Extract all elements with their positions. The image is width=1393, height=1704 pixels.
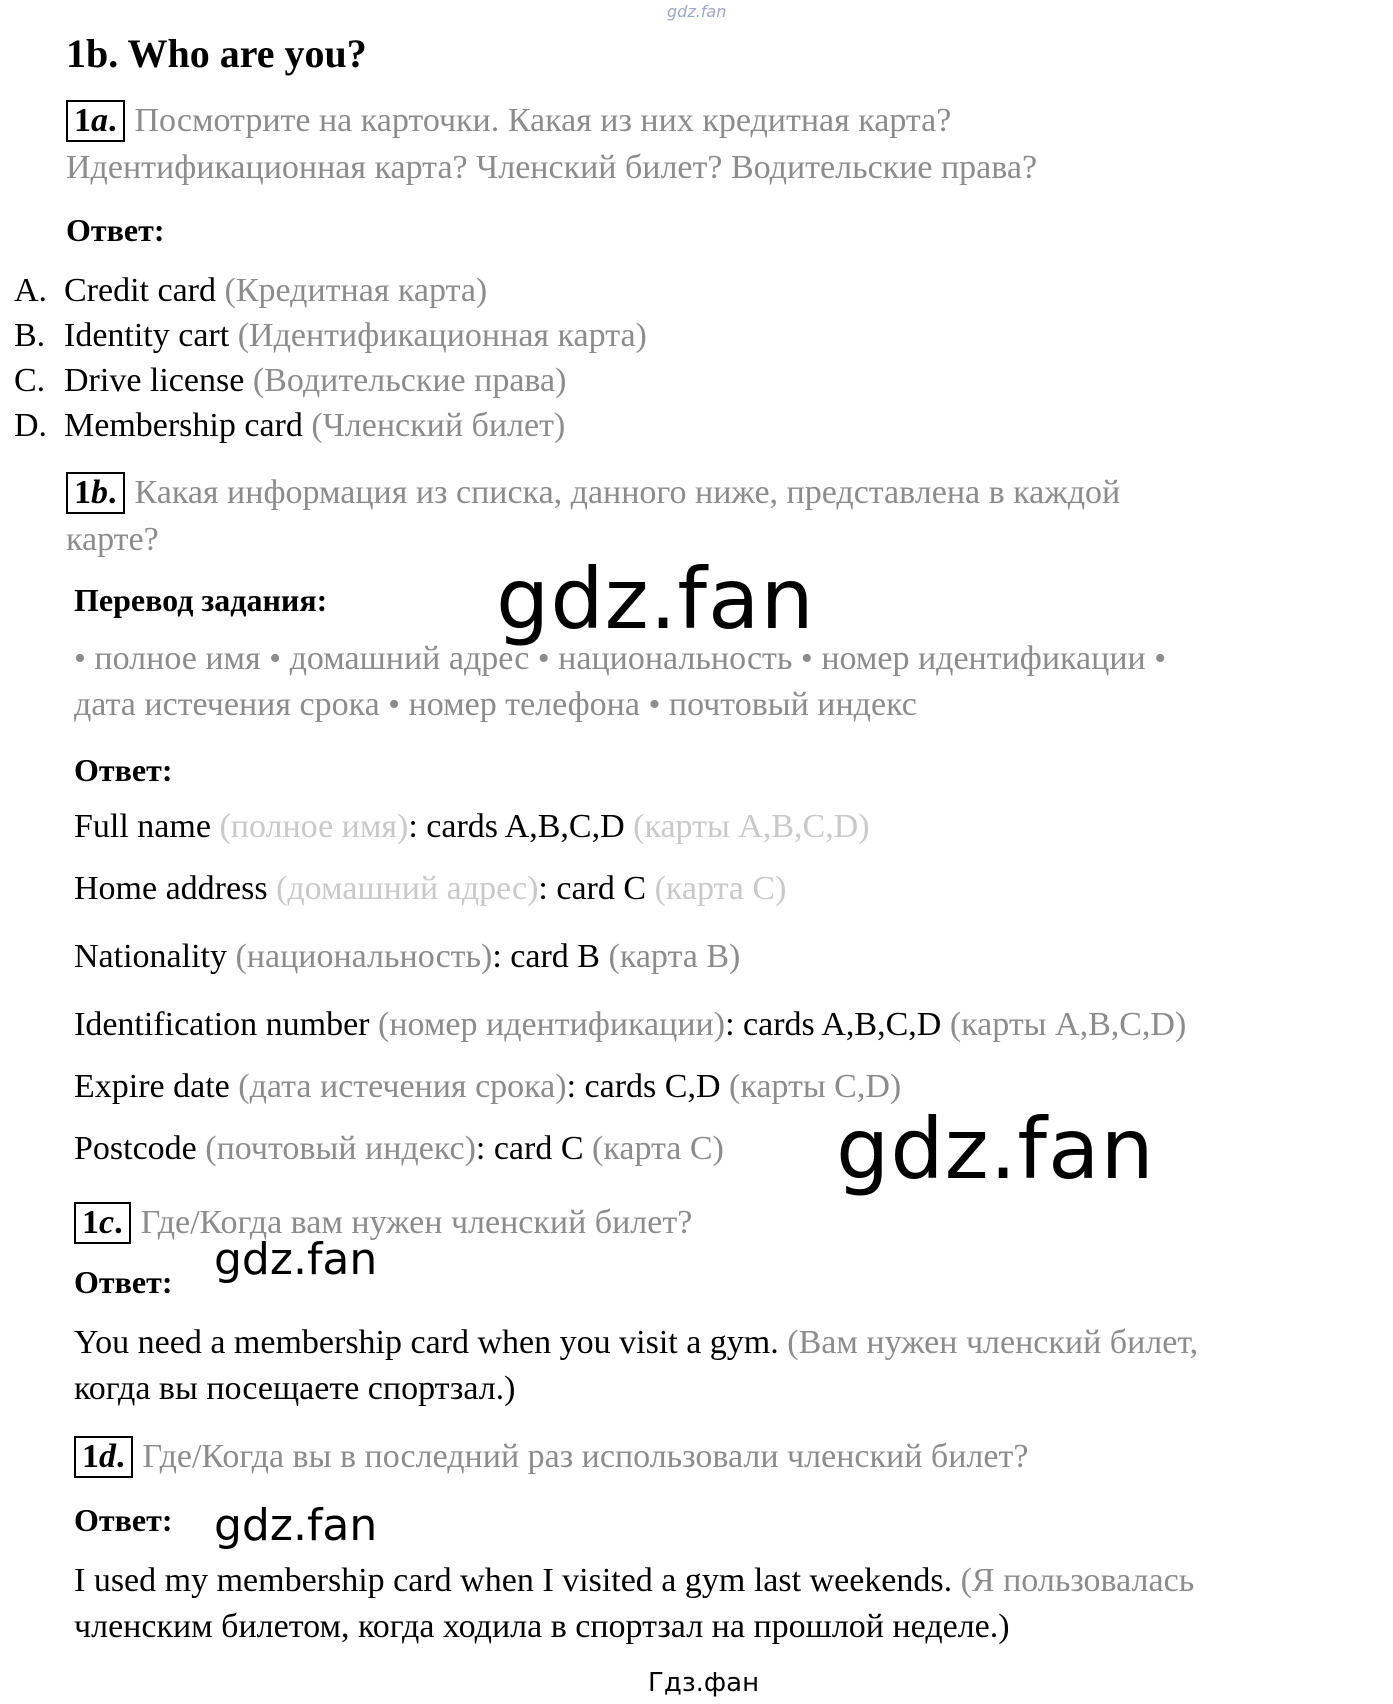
answer-1b-home-address: Home address (домашний адрес): card C (карта C) (74, 870, 787, 907)
watermark-1: gdz.fan (496, 550, 815, 648)
task-1d-line: 1d. Где/Когда вы в последний раз использовали членский билет? (74, 1436, 1028, 1478)
translation-line1: • полное имя • домашний адрес • национальность • номер идентификации • (74, 640, 1167, 677)
answer-1c-line2: когда вы посещаете спортзал.) (74, 1370, 516, 1407)
answer-1b-full-name: Full name (полное имя): cards A,B,C,D (карты A,B,C,D) (74, 808, 870, 845)
task-1b-number-box: 1b. (66, 472, 125, 514)
watermark-2: gdz.fan (836, 1100, 1155, 1198)
task-1c-line: 1c. Где/Когда вам нужен членский билет? (74, 1202, 692, 1244)
translation-label: Перевод задания: (74, 582, 328, 618)
answer-label-2: Ответ: (74, 752, 173, 788)
answer-1b-expire-date: Expire date (дата истечения срока): cards C,D (карты C,D) (74, 1068, 902, 1105)
answer-1a-item-d: D. Membership card (Членский билет) (14, 407, 566, 444)
watermark-4: gdz.fan (214, 1500, 378, 1551)
translation-line2: дата истечения срока • номер телефона • почтовый индекс (74, 686, 917, 723)
task-1c-number-box: 1c. (74, 1202, 131, 1244)
watermark-top: gdz.fan (667, 2, 727, 21)
task-1b-line2: карте? (66, 521, 159, 558)
answer-1d-line2: членским билетом, когда ходила в спортзал на прошлой неделе.) (74, 1608, 1010, 1645)
footer-watermark: Гдз.фан (648, 1668, 760, 1698)
answer-1b-nationality: Nationality (национальность): card B (карта B) (74, 938, 741, 975)
task-1a-number-box: 1a. (66, 100, 125, 142)
answer-label-1: Ответ: (66, 212, 165, 248)
answer-label-3: Ответ: (74, 1264, 173, 1300)
answer-1a-item-b: B. Identity cart (Идентификационная карта) (14, 317, 647, 354)
answer-label-4: Ответ: (74, 1502, 173, 1538)
answer-1c-line1: You need a membership card when you visit a gym. (Вам нужен членский билет, (74, 1324, 1199, 1361)
task-1a-line1: 1a. Посмотрите на карточки. Какая из них кредитная карта? (66, 100, 951, 142)
task-1a-line2: Идентификационная карта? Членский билет? Водительские права? (66, 149, 1038, 186)
answer-1a-item-c: C. Drive license (Водительские права) (14, 362, 567, 399)
task-1d-number-box: 1d. (74, 1436, 133, 1478)
answer-1b-postcode: Postcode (почтовый индекс): card C (карта C) (74, 1130, 724, 1167)
answer-1b-identification-number: Identification number (номер идентификации): cards A,B,C,D (карты A,B,C,D) (74, 1006, 1187, 1043)
answer-1a-item-a: A. Credit card (Кредитная карта) (14, 272, 488, 309)
page-title: 1b. Who are you? (66, 31, 367, 76)
task-1b-line1: 1b. Какая информация из списка, данного ниже, представлена в каждой (66, 472, 1120, 514)
answer-1d-line1: I used my membership card when I visited a gym last weekends. (Я пользовалась (74, 1562, 1195, 1599)
watermark-3: gdz.fan (214, 1234, 378, 1285)
